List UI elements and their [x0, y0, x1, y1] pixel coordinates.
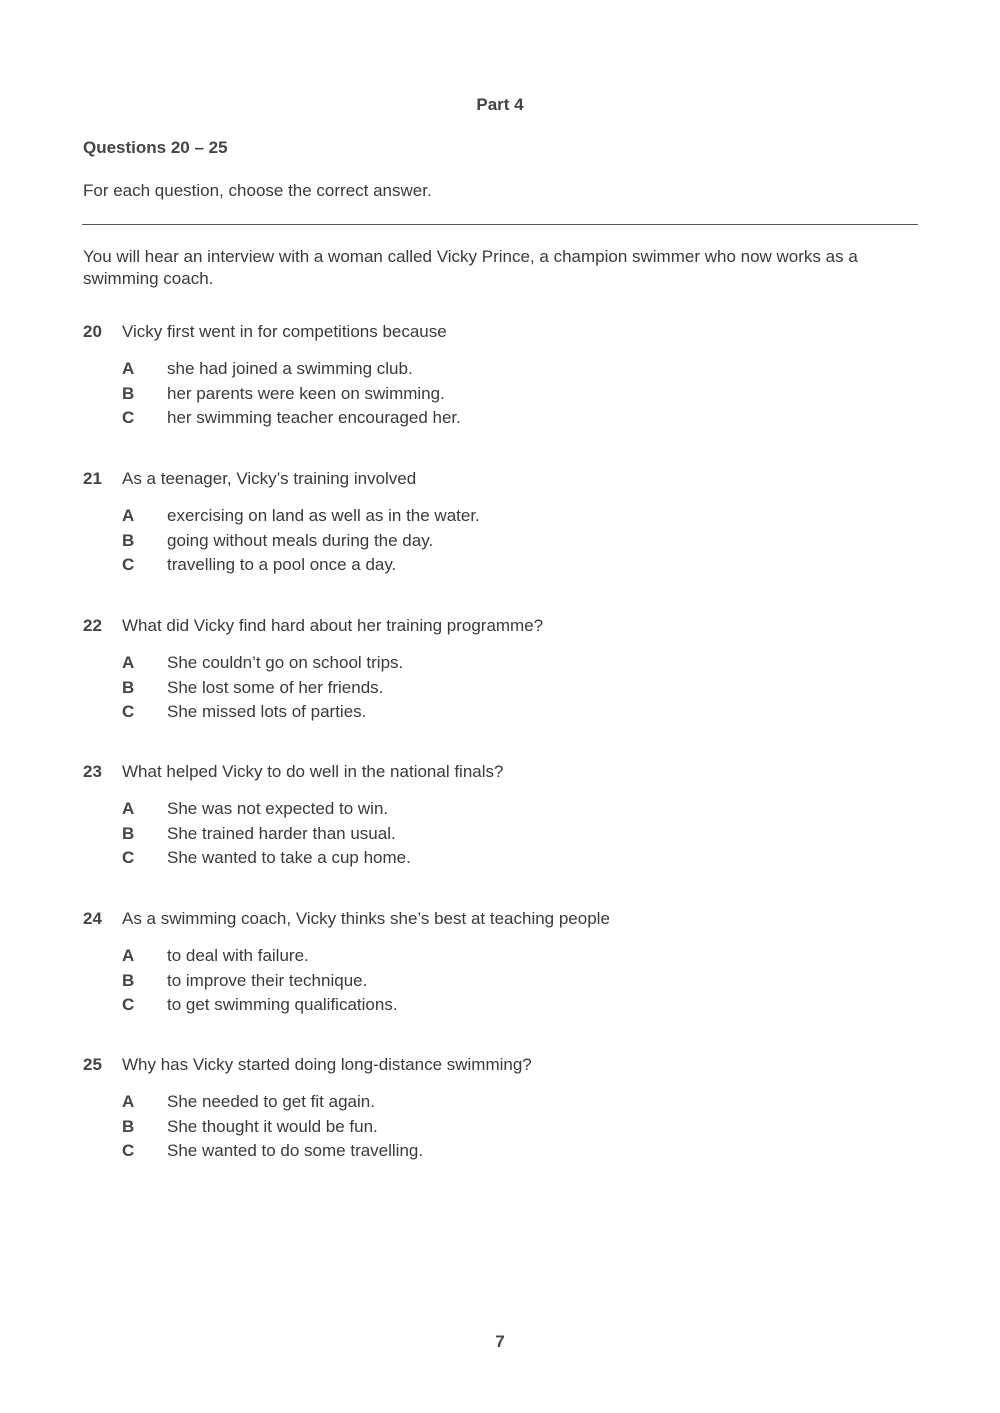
- option-letter: B: [122, 677, 135, 697]
- option-a[interactable]: [83, 944, 883, 969]
- option-letter: B: [122, 823, 135, 843]
- option-text: her parents were keen on swimming.: [167, 383, 445, 403]
- question-text: As a swimming coach, Vicky thinks she’s best at teaching people: [122, 909, 610, 928]
- part-title: Part 4: [476, 95, 524, 114]
- question-stem: [83, 907, 923, 931]
- option-letter: C: [122, 408, 135, 427]
- answer-options: [83, 944, 883, 1018]
- question-number: 23: [83, 762, 102, 781]
- option-b[interactable]: [83, 969, 883, 994]
- questions-range-heading: Questions 20 – 25: [83, 138, 228, 157]
- option-text: She lost some of her friends.: [167, 677, 384, 697]
- intro-paragraph: You will hear an interview with a woman called Vicky Prince, a champion swimmer who now works as a swimming coach.: [83, 247, 858, 288]
- question-number: 22: [83, 616, 102, 635]
- option-b[interactable]: [83, 676, 883, 701]
- option-letter: C: [122, 1141, 135, 1160]
- option-c[interactable]: [83, 553, 883, 578]
- answer-options: [83, 357, 883, 431]
- option-text: She wanted to do some travelling.: [167, 1141, 424, 1160]
- question-21: [83, 467, 923, 574]
- question-text: Vicky first went in for competitions because: [122, 322, 447, 341]
- option-a[interactable]: [83, 797, 883, 822]
- option-letter: A: [122, 946, 135, 965]
- answer-options: [83, 504, 883, 578]
- option-b[interactable]: [83, 822, 883, 847]
- option-letter: C: [122, 702, 135, 721]
- question-stem: [83, 614, 923, 638]
- option-a[interactable]: [83, 504, 883, 529]
- question-stem: [83, 1053, 923, 1077]
- question-number: 24: [83, 909, 102, 928]
- option-letter: A: [122, 653, 135, 672]
- option-letter: C: [122, 848, 135, 867]
- question-text: Why has Vicky started doing long-distance swimming?: [122, 1055, 532, 1074]
- option-text: to deal with failure.: [167, 946, 309, 965]
- question-20: [83, 320, 923, 427]
- option-text: to get swimming qualifications.: [167, 995, 398, 1014]
- option-text: She trained harder than usual.: [167, 823, 396, 843]
- option-letter: A: [122, 506, 135, 525]
- option-c[interactable]: [83, 1139, 883, 1164]
- option-text: She needed to get fit again.: [167, 1092, 375, 1111]
- option-text: She was not expected to win.: [167, 799, 389, 818]
- option-text: She wanted to take a cup home.: [167, 848, 411, 867]
- option-letter: A: [122, 1092, 135, 1111]
- option-letter: A: [122, 359, 135, 378]
- option-text: travelling to a pool once a day.: [167, 555, 397, 574]
- question-25: [83, 1053, 923, 1160]
- question-text: As a teenager, Vicky’s training involved: [122, 469, 417, 488]
- option-text: She missed lots of parties.: [167, 702, 367, 721]
- option-a[interactable]: [83, 651, 883, 676]
- answer-options: [83, 797, 883, 871]
- option-b[interactable]: [83, 529, 883, 554]
- divider-line: [82, 224, 918, 225]
- answer-options: [83, 651, 883, 725]
- question-23: [83, 760, 923, 867]
- question-stem: [83, 467, 923, 491]
- option-text: exercising on land as well as in the water.: [167, 506, 480, 525]
- option-letter: C: [122, 555, 135, 574]
- option-letter: B: [122, 383, 135, 403]
- question-number: 25: [83, 1055, 102, 1074]
- option-a[interactable]: [83, 357, 883, 382]
- option-text: she had joined a swimming club.: [167, 359, 413, 378]
- option-letter: B: [122, 1116, 135, 1136]
- option-c[interactable]: [83, 700, 883, 725]
- question-22: [83, 614, 923, 721]
- question-text: What did Vicky find hard about her training programme?: [122, 616, 544, 635]
- answer-options: [83, 1090, 883, 1164]
- question-number: 20: [83, 322, 102, 341]
- option-text: She thought it would be fun.: [167, 1116, 378, 1136]
- option-b[interactable]: [83, 1115, 883, 1140]
- instruction-text: For each question, choose the correct answer.: [83, 181, 432, 200]
- option-letter: C: [122, 995, 135, 1014]
- question-24: [83, 907, 923, 1014]
- option-text: to improve their technique.: [167, 970, 368, 990]
- option-text: her swimming teacher encouraged her.: [167, 408, 461, 427]
- option-c[interactable]: [83, 846, 883, 871]
- question-stem: [83, 760, 923, 784]
- option-letter: A: [122, 799, 135, 818]
- option-c[interactable]: [83, 993, 883, 1018]
- question-text: What helped Vicky to do well in the national finals?: [122, 762, 504, 781]
- option-letter: B: [122, 530, 135, 550]
- question-stem: [83, 320, 923, 344]
- page-number: 7: [495, 1332, 505, 1351]
- option-b[interactable]: [83, 382, 883, 407]
- option-text: going without meals during the day.: [167, 530, 434, 550]
- option-text: She couldn’t go on school trips.: [167, 653, 404, 672]
- option-letter: B: [122, 970, 135, 990]
- option-c[interactable]: [83, 406, 883, 431]
- question-number: 21: [83, 469, 102, 488]
- option-a[interactable]: [83, 1090, 883, 1115]
